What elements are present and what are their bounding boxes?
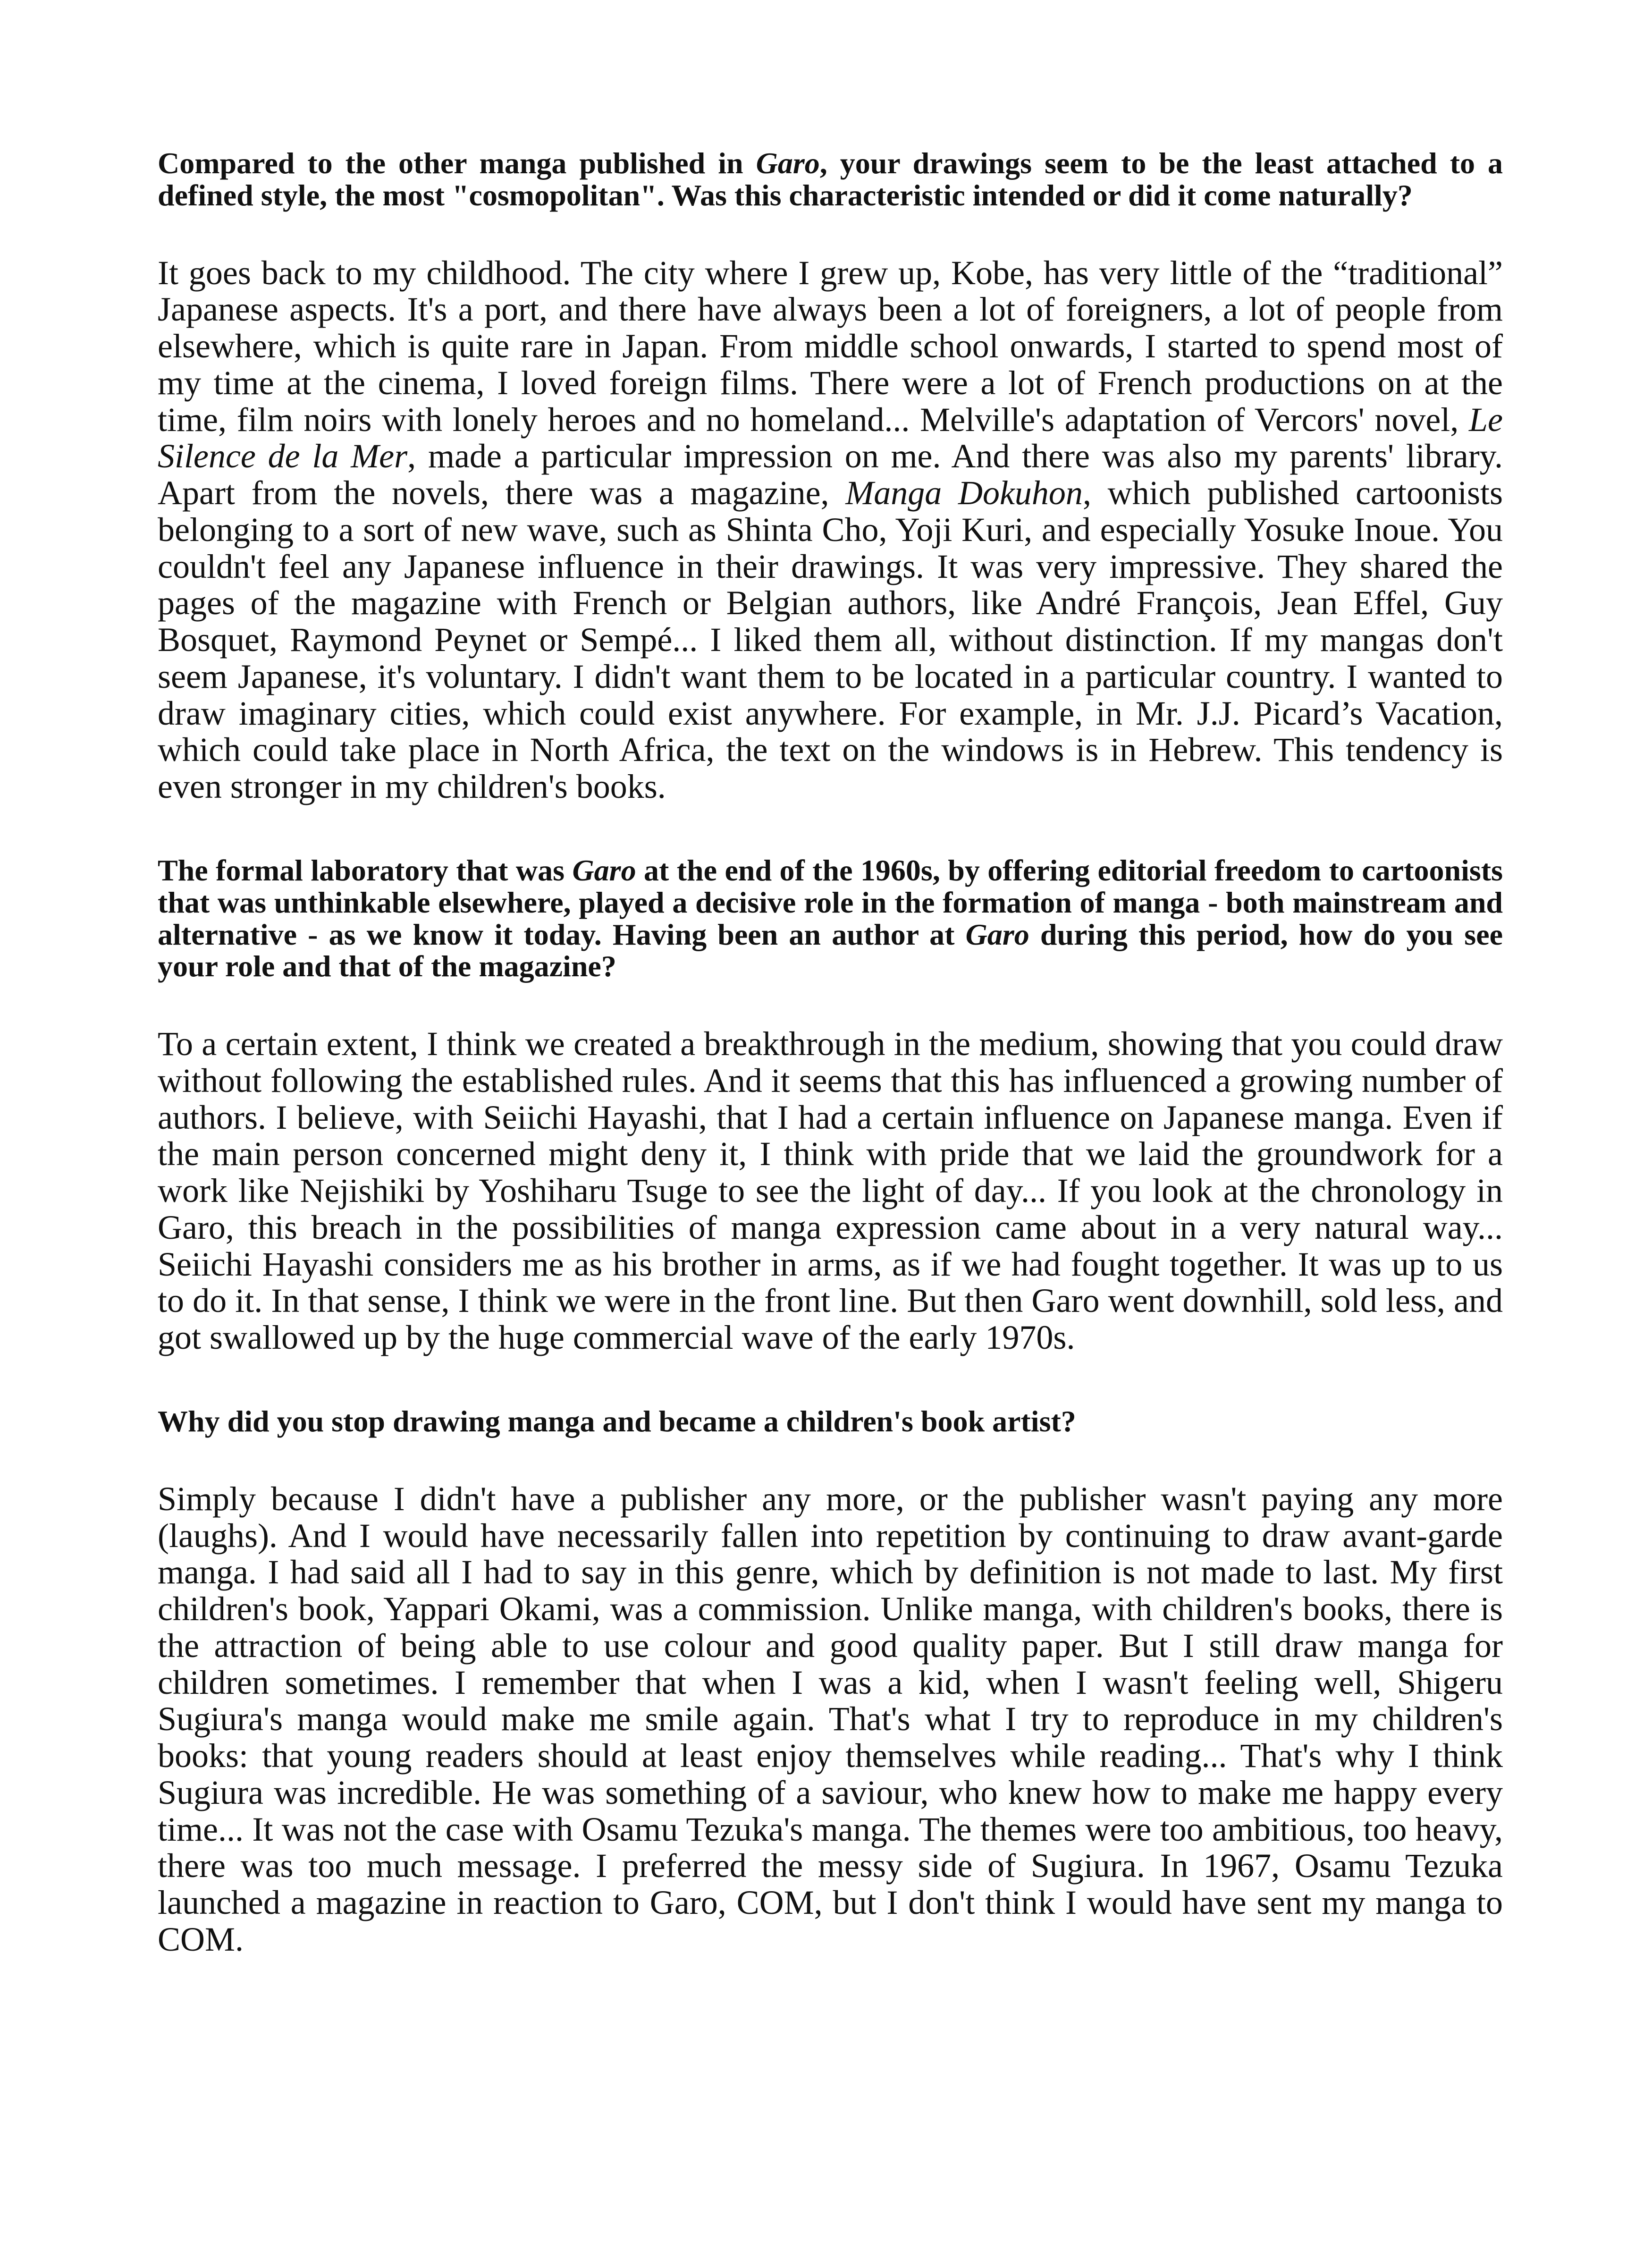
answer-3 <box>158 1481 1503 1958</box>
answer-1-text-a: It goes back to my childhood. The city where I grew up, Kobe, has very little of the “traditional” Japanese aspects. It's a port, and there have always been a lot of foreigners, a lot of people from elsewhere, which is quite rare in Japan. From middle school onwards, I started to spend most of my time at the cinema, I loved foreign films. There were a lot of French productions on at the time, film noirs with lonely heroes and no homeland... Melville's adaptation of Vercors' novel, <box>158 254 1503 439</box>
answer-2 <box>158 1026 1503 1356</box>
question-2-text-b: at the end of the 1960s, by offering editorial freedom to cartoonists that was unthinkable elsewhere, played a decisive role in the formation of manga - both mainstream and alternative - as we know it today. Having been an author at <box>158 853 1503 951</box>
question-1 <box>158 147 1503 211</box>
question-2-text-a: The formal laboratory that was <box>158 853 573 887</box>
interview-page <box>158 147 1503 2005</box>
question-1-text-a: Compared to the other manga published in <box>158 146 756 180</box>
answer-1-novel-title: Le Silence de la Mer <box>158 400 1503 475</box>
question-3-text: Why did you stop drawing manga and became a children's book artist? <box>158 1404 1076 1438</box>
answer-1-text-c: , which published cartoonists belonging to a sort of new wave, such as Shinta Cho, Yoji Kuri, and especially Yosuke Inoue. You couldn't feel any Japanese influence in their drawings. It was very impressive. They shared the pages of the magazine with French or Belgian authors, like André François, Jean Effel, Guy Bosquet, Raymond Peynet or Sempé... I liked them all, without distinction. If my mangas don't seem Japanese, it's voluntary. I didn't want them to be located in a particular country. I wanted to draw imaginary cities, which could exist anywhere. For example, in Mr. J.J. Picard’s Vacation, which could take place in North Africa, the text on the windows is in Hebrew. This tendency is even stronger in my children's books. <box>158 474 1503 806</box>
answer-3-text: Simply because I didn't have a publisher any more, or the publisher wasn't paying any more (laughs). And I would have necessarily fallen into repetition by continuing to draw avant-garde manga. I had said all I had to say in this genre, which by definition is not made to last. My first children's book, Yappari Okami, was a commission. Unlike manga, with children's books, there is the attraction of being able to use colour and good quality paper. But I still draw manga for children sometimes. I remember that when I was a kid, when I wasn't feeling well, Shigeru Sugiura's manga would make me smile again. That's what I try to reproduce in my children's books: that young readers should at least enjoy themselves while reading... That's why I think Sugiura was incredible. He was something of a saviour, who knew how to make me happy every time... It was not the case with Osamu Tezuka's manga. The themes were too ambitious, too heavy, there was too much message. I preferred the messy side of Sugiura. In 1967, Osamu Tezuka launched a magazine in reaction to Garo, COM, but I don't think I would have sent my manga to COM. <box>158 1480 1503 1958</box>
question-2-magazine-title-2: Garo <box>965 917 1029 951</box>
question-3 <box>158 1405 1503 1437</box>
answer-1-text-b: , made a particular impression on me. And there was also my parents' library. Apart from the novels, there was a magazine, <box>158 437 1503 512</box>
answer-2-text: To a certain extent, I think we created a breakthrough in the medium, showing that you could draw without following the established rules. And it seems that this has influenced a growing number of authors. I believe, with Seiichi Hayashi, that I had a certain influence on Japanese manga. Even if the main person concerned might deny it, I think with pride that we laid the groundwork for a work like Nejishiki by Yoshiharu Tsuge to see the light of day... If you look at the chronology in Garo, this breach in the possibilities of manga expression came about in a very natural way... Seiichi Hayashi considers me as his brother in arms, as if we had fought together. It was up to us to do it. In that sense, I think we were in the front line. But then Garo went downhill, sold less, and got swallowed up by the huge commercial wave of the early 1970s. <box>158 1025 1503 1357</box>
answer-1-magazine-title: Manga Dokuhon <box>845 474 1083 512</box>
question-1-text-b: , your drawings seem to be the least attached to a defined style, the most "cosmopolitan". Was this characteristic intended or did it come naturally? <box>158 146 1503 212</box>
question-2-text-c: during this period, how do you see your role and that of the magazine? <box>158 917 1503 983</box>
answer-1 <box>158 255 1503 805</box>
question-2 <box>158 854 1503 982</box>
question-2-magazine-title-1: Garo <box>572 853 636 887</box>
question-1-magazine-title: Garo <box>756 146 820 180</box>
